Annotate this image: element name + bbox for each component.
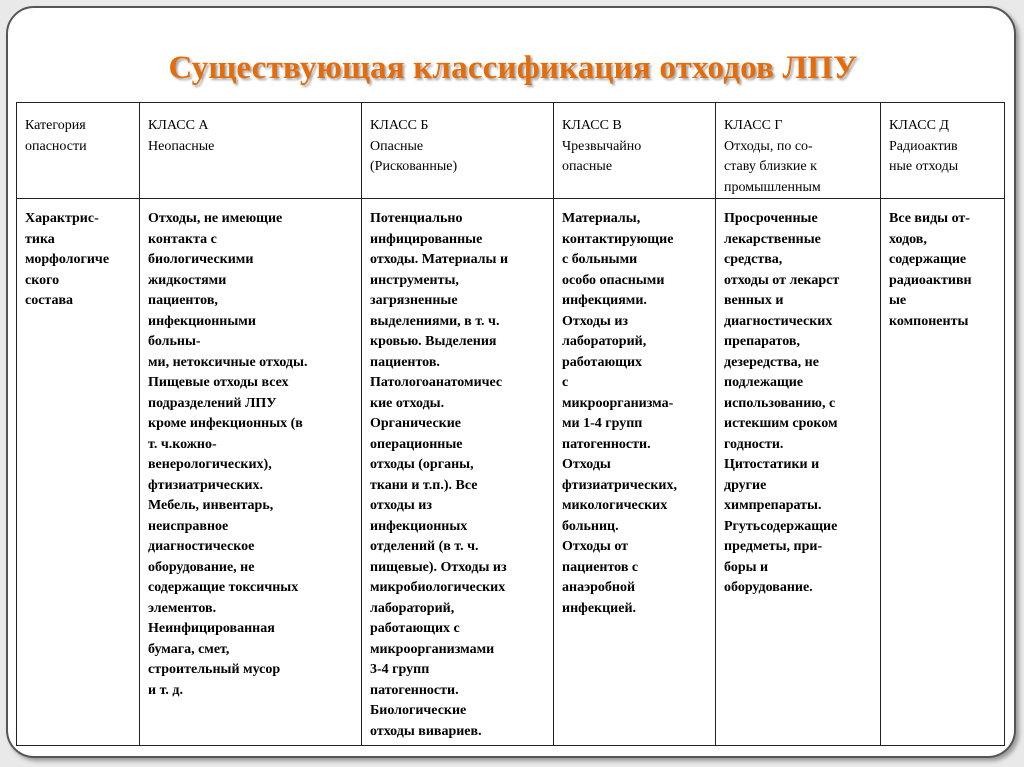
row-line: пациентов с xyxy=(562,559,639,575)
row-line: 3-4 групп xyxy=(370,662,430,677)
row-line: фтизиатрических, xyxy=(562,477,677,493)
row-line: инфекционными xyxy=(148,313,256,329)
row-line: дезередства, не xyxy=(724,354,819,370)
row-line: содержащие xyxy=(889,252,967,267)
row-line: Потенциально xyxy=(370,211,463,226)
row-line: лабораторий, xyxy=(562,334,647,349)
row-line: ского xyxy=(25,272,60,288)
row-line: выделениями, в т. ч. xyxy=(370,313,500,329)
row-line: Органические xyxy=(370,416,462,431)
row-line: биологическими xyxy=(148,252,254,267)
row-line: тика xyxy=(25,231,55,247)
row-line: ходов, xyxy=(889,231,927,247)
header-line: ные отходы xyxy=(889,159,959,174)
row-line: ые xyxy=(889,293,907,308)
row-line: Характрис- xyxy=(25,211,99,226)
row-line: контактирующие xyxy=(562,231,674,247)
row-line: Патологоанатомичес xyxy=(370,375,503,390)
row-line: строительный мусор xyxy=(148,662,281,677)
row-line: состава xyxy=(25,293,74,308)
row-line: микроорганизмами xyxy=(370,641,495,657)
row-line: инфекциями. xyxy=(562,293,647,308)
header-line: Неопасные xyxy=(148,138,215,154)
header-line: Чрезвычайно xyxy=(562,138,642,154)
row-cell-class-v xyxy=(554,199,716,746)
row-line: неисправное xyxy=(148,518,229,534)
header-line: промышленным xyxy=(724,179,821,195)
row-line: анаэробной xyxy=(562,580,636,595)
row-line: больниц. xyxy=(562,518,619,534)
header-line: Опасные xyxy=(370,138,424,154)
row-line: венерологических), xyxy=(148,457,272,472)
header-line: ставу близкие к xyxy=(724,159,817,174)
row-line: ми, нетоксичные отходы. xyxy=(148,354,308,370)
row-line: микроорганизма- xyxy=(562,395,674,411)
row-line: диагностическое xyxy=(148,539,255,554)
row-line: препаратов, xyxy=(724,334,800,349)
row-line: жидкостями xyxy=(148,272,227,288)
row-line: т. ч.кожно- xyxy=(148,436,217,452)
row-line: содержащие токсичных xyxy=(148,580,299,595)
row-line: подлежащие xyxy=(724,375,804,390)
header-line: Категория xyxy=(25,118,86,133)
header-line: Отходы, по со- xyxy=(724,138,813,154)
row-line: пациентов. xyxy=(370,354,440,370)
row-line: микологических xyxy=(562,498,668,513)
row-line: отходы. Материалы и xyxy=(370,252,509,267)
row-line: инфицированные xyxy=(370,231,483,247)
row-line: истекшим сроком xyxy=(724,416,838,431)
header-cell-class-d xyxy=(881,103,1005,199)
row-line: компоненты xyxy=(889,313,969,329)
row-line: бумага, смет, xyxy=(148,641,230,657)
row-line: Отходы из xyxy=(562,313,629,329)
row-line: пациентов, xyxy=(148,293,218,308)
row-line: инструменты, xyxy=(370,272,459,288)
header-cell-class-g xyxy=(716,103,881,199)
row-line: химпрепараты. xyxy=(724,498,822,513)
row-line: операционные xyxy=(370,436,463,452)
row-line: Неинфицированная xyxy=(148,621,275,636)
row-line: отходы от лекарст xyxy=(724,272,840,288)
row-line: патогенности. xyxy=(370,682,459,698)
row-line: особо опасными xyxy=(562,272,665,288)
row-line: Отходы от xyxy=(562,539,629,554)
row-cell-class-a xyxy=(140,199,362,746)
row-line: Отходы, не имеющие xyxy=(148,211,283,226)
header-cell-class-v xyxy=(554,103,716,199)
row-line: загрязненные xyxy=(370,293,458,308)
row-line: Отходы xyxy=(562,457,611,472)
row-line: инфекционных xyxy=(370,518,468,534)
row-line: отделений (в т. ч. xyxy=(370,539,479,554)
row-line: больны- xyxy=(148,334,201,349)
header-cell-category xyxy=(17,103,140,199)
header-line: Радиоактив xyxy=(889,138,958,154)
row-line: морфологиче xyxy=(25,252,110,267)
header-line: (Рискованные) xyxy=(370,159,458,174)
row-line: Все виды от- xyxy=(889,211,970,226)
row-cell-class-b xyxy=(362,199,554,746)
header-line: КЛАСС А xyxy=(148,118,209,133)
table-header-row xyxy=(17,103,1005,199)
row-line: радиоактивн xyxy=(889,272,972,288)
row-line: предметы, при- xyxy=(724,539,823,554)
header-cell-class-a xyxy=(140,103,362,199)
row-line: Материалы, xyxy=(562,211,641,226)
row-line: оборудование. xyxy=(724,580,813,595)
header-line: КЛАСС Д xyxy=(889,118,949,133)
row-line: Пищевые отходы всех xyxy=(148,375,289,390)
header-line: КЛАСС Г xyxy=(724,118,783,133)
row-line: диагностических xyxy=(724,313,833,329)
row-line: использованию, с xyxy=(724,395,836,411)
row-line: ми 1-4 групп xyxy=(562,416,643,431)
header-line: опасности xyxy=(25,138,87,154)
row-line: патогенности. xyxy=(562,436,651,452)
row-line: фтизиатрических. xyxy=(148,477,263,493)
row-line: Биологические xyxy=(370,703,467,718)
row-line: кровью. Выделения xyxy=(370,334,497,349)
row-line: кие отходы. xyxy=(370,395,445,411)
header-line: КЛАСС В xyxy=(562,118,622,133)
row-line: инфекцией. xyxy=(562,600,637,616)
table-row xyxy=(17,199,1005,746)
row-line: работающих с xyxy=(370,621,460,636)
row-line: отходы (органы, xyxy=(370,457,474,472)
slide-title: Существующая классификация отходов ЛПУ xyxy=(168,50,858,86)
row-line: пищевые). Отходы из xyxy=(370,559,507,575)
row-line: и т. д. xyxy=(148,682,183,698)
row-line: с xyxy=(562,375,569,390)
header-line: КЛАСС Б xyxy=(370,118,429,133)
header-line: опасные xyxy=(562,159,613,174)
row-line: микробиологических xyxy=(370,580,506,595)
row-line: подразделений ЛПУ xyxy=(148,395,277,411)
row-line: годности. xyxy=(724,436,784,452)
row-cell-characteristic xyxy=(17,199,140,746)
row-line: Мебель, инвентарь, xyxy=(148,498,274,513)
row-cell-class-g xyxy=(716,199,881,746)
row-line: средства, xyxy=(724,252,783,267)
row-line: элементов. xyxy=(148,600,217,616)
header-cell-class-b xyxy=(362,103,554,199)
row-line: отходы вивариев. xyxy=(370,723,482,739)
row-line: другие xyxy=(724,477,767,493)
row-line: лабораторий, xyxy=(370,600,455,616)
row-line: контакта с xyxy=(148,231,217,247)
row-line: с больными xyxy=(562,252,638,267)
row-line: работающих xyxy=(562,354,643,370)
row-line: отходы из xyxy=(370,498,432,513)
row-line: венных и xyxy=(724,293,784,308)
row-line: кроме инфекционных (в xyxy=(148,416,303,431)
row-line: Просроченные xyxy=(724,211,818,226)
row-line: Цитостатики и xyxy=(724,457,820,472)
row-line: боры и xyxy=(724,559,769,575)
row-line: лекарственные xyxy=(724,231,821,247)
row-line: ткани и т.п.). Все xyxy=(370,477,478,493)
row-cell-class-d xyxy=(881,199,1005,746)
waste-classification-table xyxy=(16,102,1005,746)
row-line: оборудование, не xyxy=(148,559,255,575)
row-line: Ргутьсодержащие xyxy=(724,518,838,534)
